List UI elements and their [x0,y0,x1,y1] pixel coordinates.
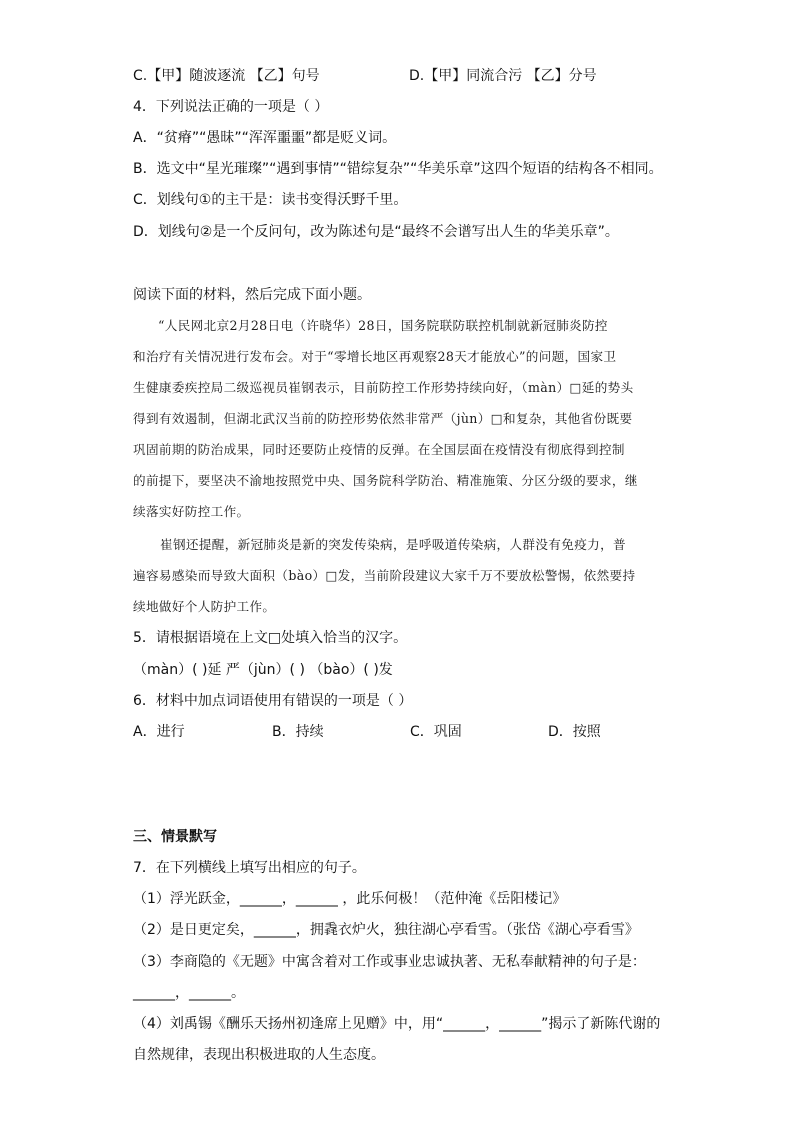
question-6-stem: 6．材料中加点词语使用有错误的一项是（ ） [133,693,413,709]
material-line: 巩固前期的防治成果，同时还要防止疫情的反弹。在全国层面在疫情没有彻底得到控制 [133,442,625,457]
material-line: 生健康委疾控局二级巡视员崔钢表示，目前防控工作形势持续向好，（màn）□延的势头 [133,380,634,395]
q7-item-4-line-1: （4）刘禹锡《酬乐天扬州初逢席上见赠》中，用“______，______”揭示了新陈代谢的 [133,1016,661,1032]
q4-option-c: C．划线句①的主干是：读书变得沃野千里。 [133,192,408,208]
q4-option-b: B．选文中“星光璀璨”“遇到事情”“错综复杂”“华美乐章”这四个短语的结构各不相同。 [133,161,663,177]
question-4-stem: 4．下列说法正确的一项是（ ） [133,99,329,115]
q6-option-c: C．巩固 [410,724,462,740]
material-line: 崔钢还提醒，新冠肺炎是新的突发传染病，是呼吸道传染病，人群没有免疫力，普 [160,537,626,552]
option-d: D.【甲】同流合污 【乙】分号 [409,68,597,84]
question-5-blanks: （màn）( )延 严（jùn）( ) （bào）( )发 [133,662,393,678]
material-line: 续地做好个人防护工作。 [133,599,276,614]
q6-option-b: B．持续 [272,724,324,740]
q7-item-4-line-2: 自然规律，表现出积极进取的人生态度。 [133,1047,385,1063]
material-line: 续落实好防控工作。 [133,504,250,519]
q4-option-d: D．划线句②是一个反问句，改为陈述句是“最终不会谱写出人生的华美乐章”。 [133,224,619,240]
question-3-options [133,67,653,85]
question-6-options [133,723,653,741]
q7-item-3-line-1: （3）李商隐的《无题》中寓含着对工作或事业忠诚执著、无私奉献精神的句子是： [133,954,646,970]
material-line: 得到有效遏制，但湖北武汉当前的防控形势依然非常严（jùn）□和复杂，其他省份既要 [133,411,633,426]
question-5-stem: 5．请根据语境在上文□处填入恰当的汉字。 [133,630,408,646]
option-c: C.【甲】随波逐流 【乙】句号 [133,68,320,84]
material-line: 和治疗有关情况进行发布会。对于“零增长地区再观察28天才能放心”的问题，国家卫 [133,349,617,364]
material-line: “人民网北京2月28日电（许晓华）28日，国务院联防联控机制就新冠肺炎防控 [158,318,608,333]
q7-item-3-line-2: ______，______。 [133,985,245,1001]
question-7-stem: 7．在下列横线上填写出相应的句子。 [133,860,366,876]
q6-option-d: D．按照 [548,724,601,740]
reading-intro: 阅读下面的材料，然后完成下面小题。 [133,287,371,303]
section-3-heading: 三、情景默写 [133,829,217,845]
q7-item-1: （1）浮光跃金，______，______ ，此乐何极！（范仲淹《岳阳楼记》 [133,891,567,907]
material-line: 遍容易感染而导致大面积（bào）□发，当前阶段建议大家千万不要放松警惕，依然要持 [133,568,636,583]
q7-item-2: （2）是日更定矣，______，拥毳衣炉火，独往湖心亭看雪。（张岱《湖心亭看雪》 [133,922,639,938]
q6-option-a: A．进行 [133,724,185,740]
q4-option-a: A．“贫瘠”“愚昧”“浑浑噩噩”都是贬义词。 [133,130,397,146]
material-line: 的前提下，要坚决不渝地按照党中央、国务院科学防治、精准施策、分区分级的要求，继 [133,473,638,488]
